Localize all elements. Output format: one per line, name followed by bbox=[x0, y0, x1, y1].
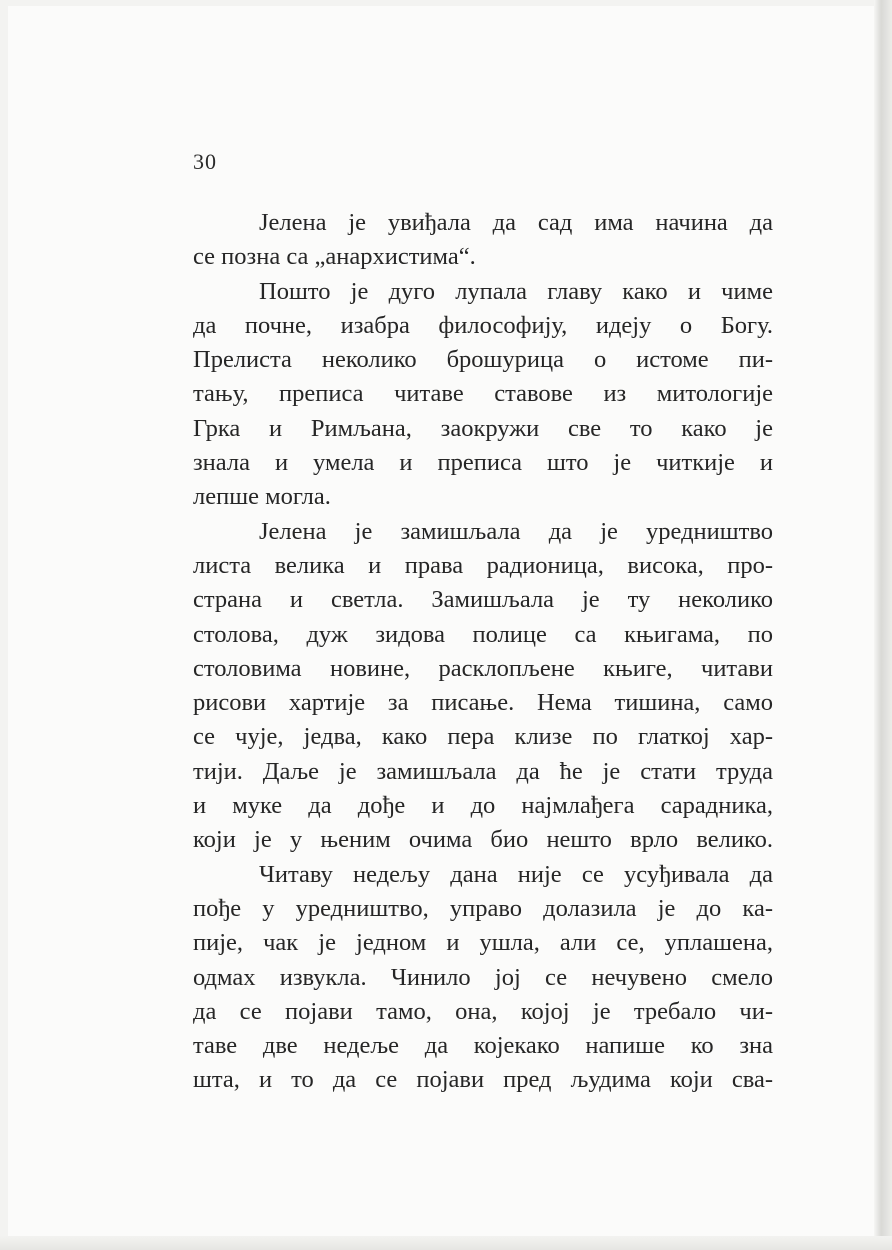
text-line: који је у њеним очима био нешто врло велико. bbox=[193, 826, 773, 854]
text-line: рисови хартије за писање. Нема тишина, само bbox=[193, 689, 773, 717]
text-line: Грка и Римљана, заокружи све то како је bbox=[193, 414, 773, 442]
text-line: Читаву недељу дана није се усуђивала да bbox=[259, 860, 773, 888]
text-line: Пошто је дуго лупала главу како и чиме bbox=[259, 277, 773, 305]
text-line: столова, дуж зидова полице са књигама, по bbox=[193, 620, 773, 648]
page-bottom-edge bbox=[0, 1236, 892, 1250]
text-line: се чује, једва, како пера клизе по глаткој хар- bbox=[193, 723, 773, 751]
text-line: Јелена је увиђала да сад има начина да bbox=[259, 209, 773, 236]
text-line: пође у уредништво, управо долазила је до ка- bbox=[193, 894, 773, 922]
text-line: одмах извукла. Чинило јој се нечувено смело bbox=[193, 963, 773, 991]
text-line: Јелена је замишљала да је уредништво bbox=[259, 517, 773, 545]
text-line: шта, и то да се појави пред људима који сва- bbox=[193, 1066, 773, 1094]
paragraph bbox=[193, 515, 773, 858]
text-line: листа велика и права радионица, висока, про- bbox=[193, 551, 773, 579]
text-line: пије, чак је једном и ушла, али се, уплашена, bbox=[193, 929, 773, 957]
paragraph bbox=[193, 275, 773, 515]
text-line: лепше могла. bbox=[193, 483, 331, 511]
text-line: тији. Даље је замишљала да ће је стати труда bbox=[193, 757, 773, 785]
paragraph bbox=[193, 206, 773, 275]
page-spine-edge bbox=[874, 0, 892, 1250]
text-line: знала и умела и преписа што је читкије и bbox=[193, 449, 773, 477]
page-number: 30 bbox=[193, 149, 217, 174]
text-line: и муке да дође и до најмлађега сарадника, bbox=[193, 792, 773, 820]
text-line: Прелиста неколико брошурица о истоме пи- bbox=[193, 346, 773, 374]
text-line: таве две недеље да којекако напише ко зна bbox=[193, 1032, 773, 1060]
text-line: да почне, изабра философију, идеју о Богу. bbox=[193, 311, 773, 339]
text-line: се позна са „анархистима“. bbox=[193, 243, 476, 271]
paragraph bbox=[193, 858, 773, 1098]
text-line: тању, преписа читаве ставове из митологије bbox=[193, 380, 773, 408]
text-line: страна и светла. Замишљала је ту неколико bbox=[193, 586, 773, 614]
text-line: да се појави тамо, она, којој је требало чи- bbox=[193, 997, 773, 1025]
text-line: столовима новине, расклопљене књиге, читави bbox=[193, 654, 773, 682]
body-text bbox=[193, 206, 773, 1098]
